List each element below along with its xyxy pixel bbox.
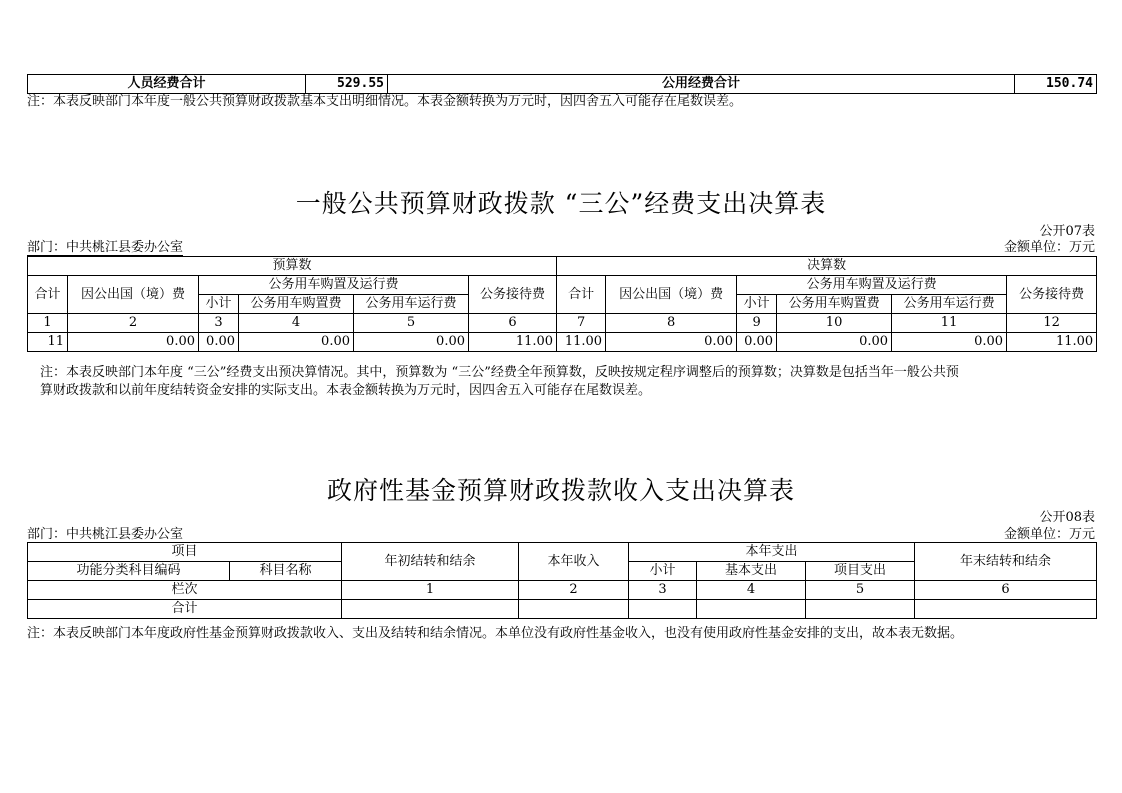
header-car-buy: 公务用车购置费 xyxy=(239,295,354,314)
header-item: 项目 xyxy=(28,543,342,562)
header-total: 合计 xyxy=(557,276,606,314)
total-row xyxy=(28,600,1097,619)
header-reception: 公务接待费 xyxy=(469,276,557,314)
col-num: 6 xyxy=(469,314,557,333)
header-total: 合计 xyxy=(28,276,68,314)
three-public-title: 一般公共预算财政拨款 “三公”经费支出决算表 xyxy=(295,189,827,218)
gov-fund-note: 注：本表反映部门本年度政府性基金预算财政拨款收入、支出及结转和结余情况。本单位没有政府性基金收入，也没有使用政府性基金安排的支出，故本表无数据。 xyxy=(27,626,964,641)
col-num: 1 xyxy=(28,314,68,333)
three-public-table xyxy=(27,256,1097,352)
value-cell: 0.00 xyxy=(354,333,469,352)
col-num: 9 xyxy=(737,314,777,333)
empty-cell xyxy=(629,600,697,619)
col-num: 2 xyxy=(519,581,629,600)
col-num: 5 xyxy=(354,314,469,333)
value-cell: 0.00 xyxy=(737,333,777,352)
header-car: 公务用车购置及运行费 xyxy=(199,276,469,295)
value-cell: 11.00 xyxy=(557,333,606,352)
column-number-row xyxy=(28,314,1097,333)
gov-fund-table xyxy=(27,542,1097,619)
col-num: 10 xyxy=(777,314,892,333)
value-cell: 11 xyxy=(28,333,68,352)
three-public-note-line2: 算财政拨款和以前年度结转资金安排的实际支出。本表金额转换为万元时，因四舍五入可能存在尾数误差。 xyxy=(40,383,652,398)
header-income: 本年收入 xyxy=(519,543,629,581)
personnel-label: 人员经费合计 xyxy=(28,75,306,94)
header-budget: 预算数 xyxy=(28,257,557,276)
col-num: 8 xyxy=(606,314,737,333)
value-cell: 0.00 xyxy=(606,333,737,352)
header-subject-name: 科目名称 xyxy=(230,562,342,581)
empty-cell xyxy=(697,600,806,619)
header-reception: 公务接待费 xyxy=(1007,276,1097,314)
header-project: 项目支出 xyxy=(806,562,915,581)
column-number-row xyxy=(28,581,1097,600)
header-expense: 本年支出 xyxy=(629,543,915,562)
personnel-value: 529.55 xyxy=(306,75,388,94)
three-public-unit: 金额单位：万元 xyxy=(1003,240,1095,255)
col-num: 2 xyxy=(68,314,199,333)
gov-fund-dept: 部门：中共桃江县委办公室 xyxy=(27,527,184,542)
empty-cell xyxy=(342,600,519,619)
header-basic: 基本支出 xyxy=(697,562,806,581)
value-cell: 0.00 xyxy=(892,333,1007,352)
col-num: 5 xyxy=(806,581,915,600)
gov-fund-title: 政府性基金预算财政拨款收入支出决算表 xyxy=(326,476,795,505)
total-label: 合计 xyxy=(28,600,342,619)
header-end-balance: 年末结转和结余 xyxy=(915,543,1097,581)
header-car-buy: 公务用车购置费 xyxy=(777,295,892,314)
col-num: 3 xyxy=(199,314,239,333)
header-subtotal: 小计 xyxy=(737,295,777,314)
col-num: 11 xyxy=(892,314,1007,333)
header-subtotal: 小计 xyxy=(629,562,697,581)
public-label: 公用经费合计 xyxy=(388,75,1015,94)
value-row xyxy=(28,333,1097,352)
header-final: 决算数 xyxy=(557,257,1097,276)
gov-fund-code: 公开08表 xyxy=(1039,510,1095,525)
value-cell: 0.00 xyxy=(199,333,239,352)
empty-cell xyxy=(915,600,1097,619)
empty-cell xyxy=(519,600,629,619)
col-num: 1 xyxy=(342,581,519,600)
header-subtotal: 小计 xyxy=(199,295,239,314)
value-cell: 11.00 xyxy=(1007,333,1097,352)
header-func-code: 功能分类科目编码 xyxy=(28,562,230,581)
col-num: 4 xyxy=(697,581,806,600)
note-basic-expense: 注：本表反映部门本年度一般公共预算财政拨款基本支出明细情况。本表金额转换为万元时，因四舍五入可能存在尾数误差。 xyxy=(27,94,743,109)
value-cell: 11.00 xyxy=(469,333,557,352)
col-num: 7 xyxy=(557,314,606,333)
empty-cell xyxy=(806,600,915,619)
col-num: 3 xyxy=(629,581,697,600)
value-cell: 0.00 xyxy=(68,333,199,352)
col-num: 4 xyxy=(239,314,354,333)
three-public-dept: 部门：中共桃江县委办公室 xyxy=(27,236,183,256)
summary-table xyxy=(27,74,1097,94)
three-public-note-line1: 注：本表反映部门本年度 “三公”经费支出预决算情况。其中，预算数为 “三公”经费全年预算数，反映按规定程序调整后的预算数；决算数是包括当年一般公共预 xyxy=(40,365,959,380)
header-car-run: 公务用车运行费 xyxy=(892,295,1007,314)
three-public-code: 公开07表 xyxy=(1039,224,1095,239)
gov-fund-unit: 金额单位：万元 xyxy=(1003,527,1095,542)
value-cell: 0.00 xyxy=(777,333,892,352)
header-abroad: 因公出国（境）费 xyxy=(68,276,199,314)
header-begin-balance: 年初结转和结余 xyxy=(342,543,519,581)
header-abroad: 因公出国（境）费 xyxy=(606,276,737,314)
col-num: 12 xyxy=(1007,314,1097,333)
header-car: 公务用车购置及运行费 xyxy=(737,276,1007,295)
header-car-run: 公务用车运行费 xyxy=(354,295,469,314)
value-cell: 0.00 xyxy=(239,333,354,352)
public-value: 150.74 xyxy=(1015,75,1097,94)
row-label: 栏次 xyxy=(28,581,342,600)
col-num: 6 xyxy=(915,581,1097,600)
